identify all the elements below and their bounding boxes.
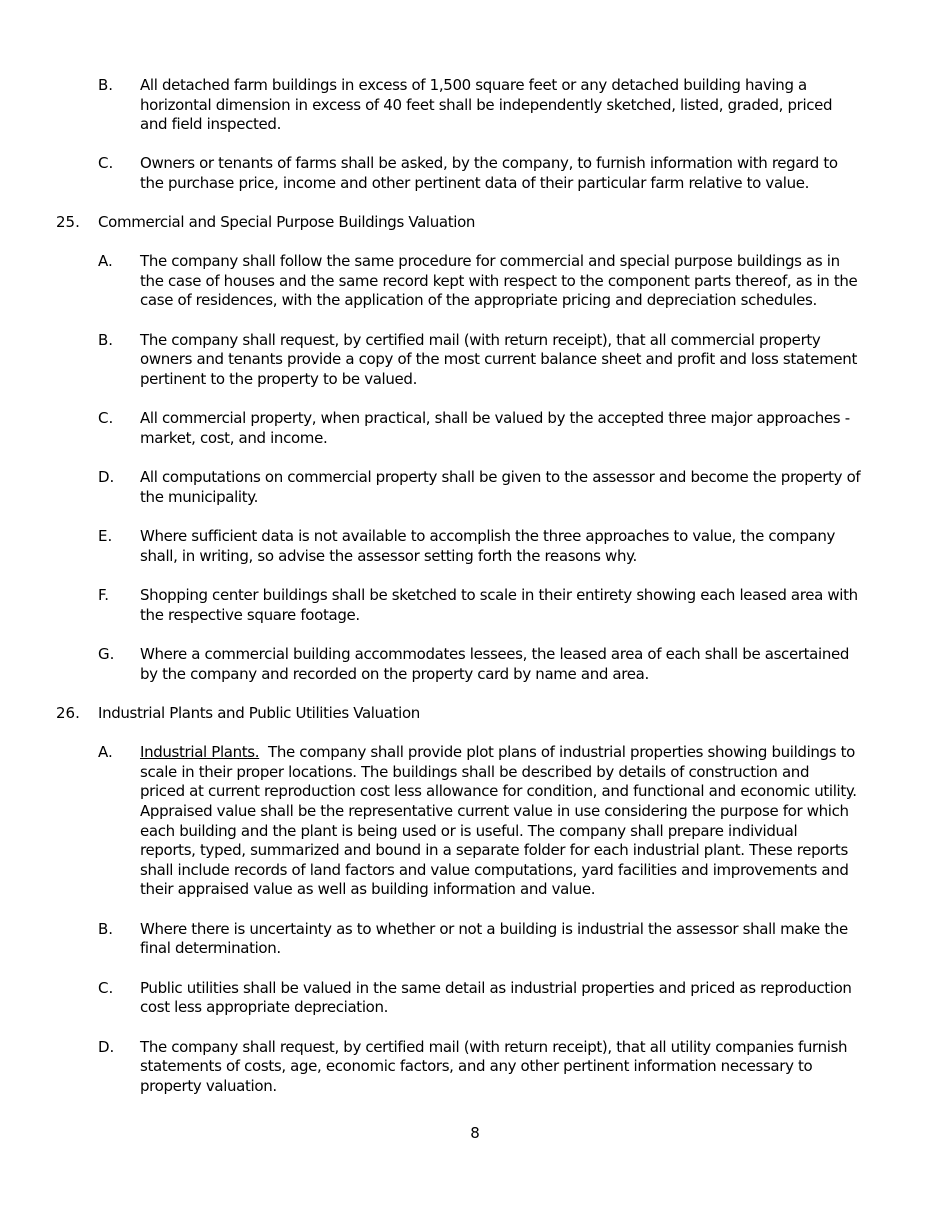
item-letter: D. bbox=[98, 468, 115, 486]
item-text-line: shall include records of land factors and value computations, yard facilities and improvements and bbox=[140, 861, 849, 879]
item-text-line bbox=[140, 743, 855, 763]
item-text-line: The company shall follow the same procedure for commercial and special purpose buildings as in bbox=[140, 252, 840, 270]
item-text-line: reports, typed, summarized and bound in a separate folder for each industrial plant. These reports bbox=[140, 841, 848, 859]
item-letter: G. bbox=[98, 645, 115, 663]
item-text-line: their appraised value as well as building information and value. bbox=[140, 880, 596, 898]
item-text-line: scale in their proper locations. The buildings shall be described by details of construction and bbox=[140, 763, 810, 781]
item-text-line: market, cost, and income. bbox=[140, 429, 328, 447]
item-letter: B. bbox=[98, 920, 114, 938]
item-text-line: Shopping center buildings shall be sketched to scale in their entirety showing each leased area with bbox=[140, 586, 858, 604]
item-text-line: final determination. bbox=[140, 939, 281, 957]
item-letter: B. bbox=[98, 76, 114, 94]
item-text-line: the purchase price, income and other pertinent data of their particular farm relative to value. bbox=[140, 174, 810, 192]
item-text-line: owners and tenants provide a copy of the most current balance sheet and profit and loss statement bbox=[140, 350, 857, 368]
item-letter: F. bbox=[98, 586, 109, 604]
item-text-line: cost less appropriate depreciation. bbox=[140, 998, 389, 1016]
item-text-line: Where sufficient data is not available to accomplish the three approaches to value, the company bbox=[140, 527, 836, 545]
item-text-line: the municipality. bbox=[140, 488, 259, 506]
item-text-line: Owners or tenants of farms shall be asked, by the company, to furnish information with regard to bbox=[140, 154, 838, 172]
item-text-line: and field inspected. bbox=[140, 115, 282, 133]
item-text-line: property valuation. bbox=[140, 1077, 277, 1095]
item-letter: C. bbox=[98, 409, 114, 427]
item-text-line: Where there is uncertainty as to whether or not a building is industrial the assessor shall make the bbox=[140, 920, 848, 938]
item-text-line: the case of houses and the same record kept with respect to the component parts thereof, as in the bbox=[140, 272, 858, 290]
item-text-line: The company shall request, by certified mail (with return receipt), that all utility companies furnish bbox=[140, 1038, 848, 1056]
item-text-line: Where a commercial building accommodates lessees, the leased area of each shall be ascertained bbox=[140, 645, 850, 663]
item-letter: B. bbox=[98, 331, 114, 349]
section-number: 25. bbox=[56, 213, 80, 231]
item-text-line: shall, in writing, so advise the assessor setting forth the reasons why. bbox=[140, 547, 637, 565]
item-text-line: horizontal dimension in excess of 40 feet shall be independently sketched, listed, graded, priced bbox=[140, 96, 833, 114]
page-number: 8 bbox=[470, 1124, 480, 1142]
section-title: Industrial Plants and Public Utilities Valuation bbox=[98, 704, 420, 722]
section-number: 26. bbox=[56, 704, 80, 722]
item-text-line: by the company and recorded on the property card by name and area. bbox=[140, 665, 649, 683]
item-text-line: All computations on commercial property shall be given to the assessor and become the property of bbox=[140, 468, 861, 486]
item-text-line: Appraised value shall be the representative current value in use considering the purpose for which bbox=[140, 802, 849, 820]
item-text-line: All detached farm buildings in excess of 1,500 square feet or any detached building having a bbox=[140, 76, 807, 94]
item-letter: C. bbox=[98, 154, 114, 172]
section-title: Commercial and Special Purpose Buildings Valuation bbox=[98, 213, 476, 231]
item-letter: A. bbox=[98, 743, 113, 761]
item-text-line: The company shall request, by certified mail (with return receipt), that all commercial property bbox=[140, 331, 821, 349]
item-text-line: priced at current reproduction cost less allowance for condition, and functional and economic utility. bbox=[140, 782, 857, 800]
item-text-line: each building and the plant is being used or is useful. The company shall prepare individual bbox=[140, 822, 798, 840]
item-letter: D. bbox=[98, 1038, 115, 1056]
item-text-line: case of residences, with the application of the appropriate pricing and depreciation schedules. bbox=[140, 291, 817, 309]
item-text-line: All commercial property, when practical, shall be valued by the accepted three major approaches - bbox=[140, 409, 850, 427]
item-text-line: Public utilities shall be valued in the same detail as industrial properties and priced as reproduction bbox=[140, 979, 852, 997]
item-text-line: statements of costs, age, economic factors, and any other pertinent information necessary to bbox=[140, 1057, 813, 1075]
item-text-run: The company shall provide plot plans of industrial properties showing buildings to bbox=[259, 743, 855, 761]
item-letter: E. bbox=[98, 527, 113, 545]
industrial-plants-heading: Industrial Plants. bbox=[140, 743, 260, 761]
item-letter: A. bbox=[98, 252, 113, 270]
item-text-line: pertinent to the property to be valued. bbox=[140, 370, 418, 388]
item-text-line: the respective square footage. bbox=[140, 606, 360, 624]
item-letter: C. bbox=[98, 979, 114, 997]
